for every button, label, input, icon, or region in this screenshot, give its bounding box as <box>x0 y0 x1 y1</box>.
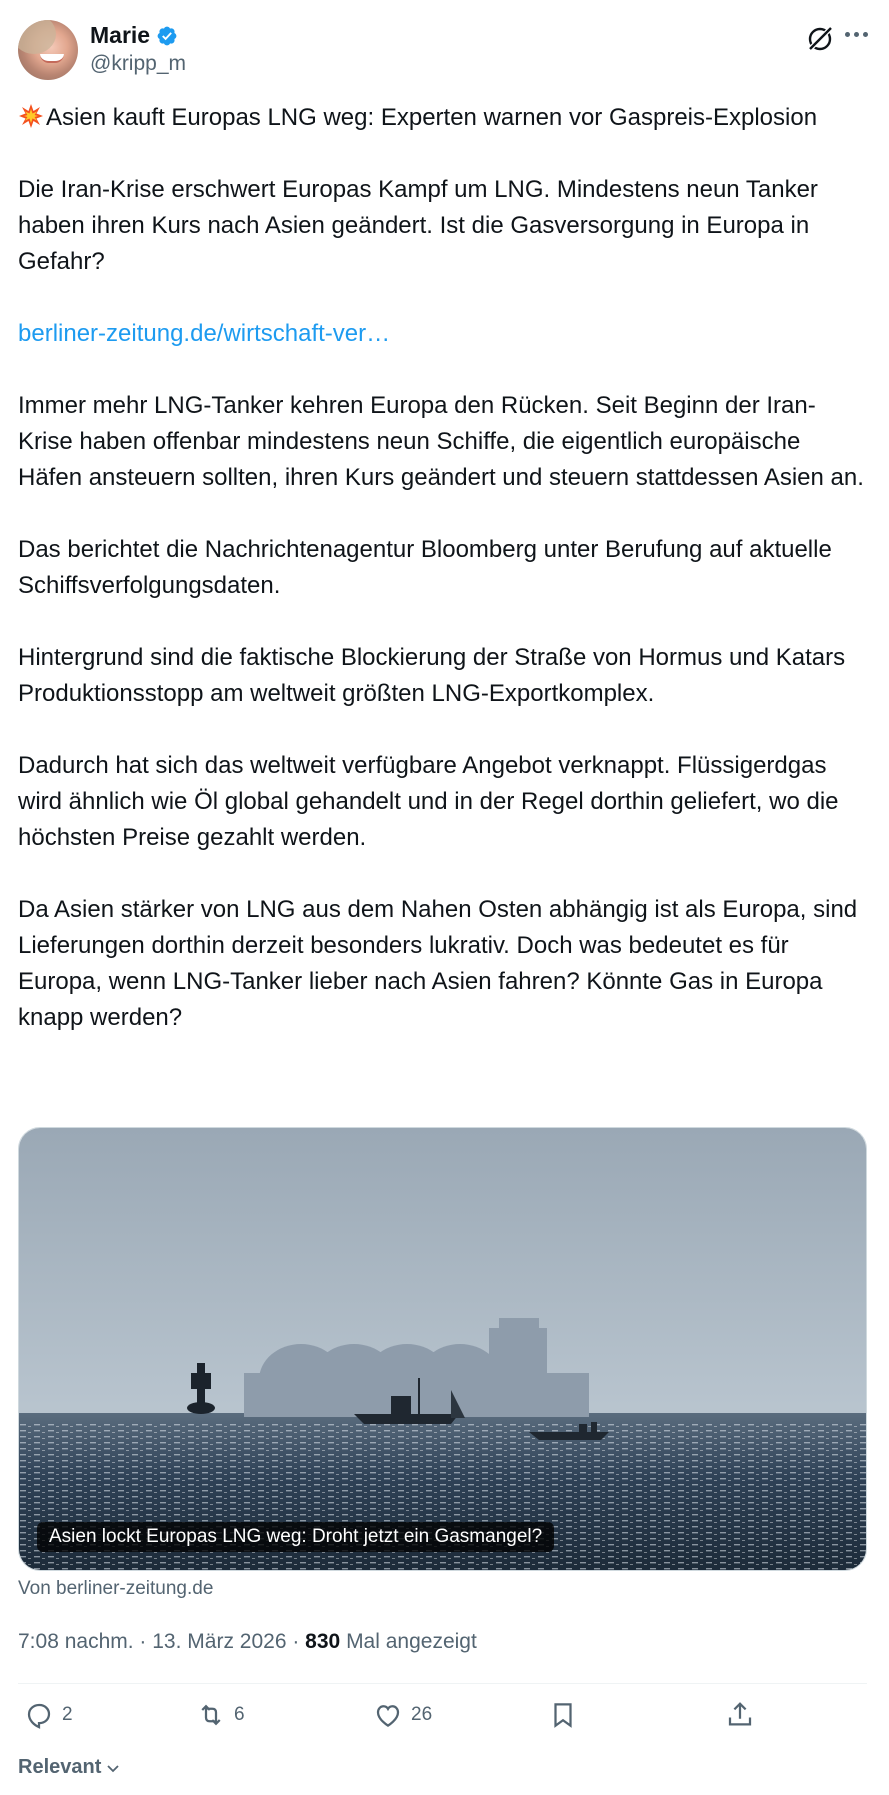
article-link[interactable]: berliner-zeitung.de/wirtschaft-ver… <box>18 320 391 347</box>
tweet-text <box>18 100 868 1036</box>
avatar-hair <box>18 20 56 54</box>
verified-badge-icon <box>156 25 178 47</box>
bookmark-button[interactable] <box>548 1700 578 1730</box>
divider <box>18 1683 867 1684</box>
author-handle[interactable]: @kripp_m <box>90 52 187 75</box>
lng-tanker-photo <box>19 1128 867 1571</box>
like-count: 26 <box>411 1704 433 1725</box>
tweet-header <box>18 18 871 80</box>
avatar-smile <box>40 54 64 63</box>
tweet-headline <box>18 100 868 136</box>
tweet-paragraph: Da Asien stärker von LNG aus dem Nahen Osten abhängig ist als Europa, sind Lieferungen dorthin derzeit besonders lukrativ. Doch was bedeutet es für Europa, wenn LNG-Tanker lieber nach Asien fahren? Könnte Gas in Europa knapp werden? <box>18 896 858 1031</box>
author-name-row[interactable] <box>90 22 178 49</box>
card-source[interactable]: Von berliner-zeitung.de <box>18 1578 214 1599</box>
share-button[interactable] <box>725 1700 755 1730</box>
reply-count: 2 <box>62 1704 73 1725</box>
reply-sort-toggle[interactable] <box>18 1756 121 1779</box>
more-icon[interactable] <box>845 32 871 42</box>
reply-button[interactable] <box>24 1700 73 1730</box>
action-bar <box>18 1700 871 1740</box>
view-count: 830 <box>305 1630 341 1653</box>
chevron-down-icon <box>105 1760 121 1776</box>
tweet-paragraph: Immer mehr LNG-Tanker kehren Europa den Rücken. Seit Beginn der Iran-Krise haben offenbar mindestens neun Schiffe, die eigentlich europäische Häfen ansteuern sollten, ihren Kurs geändert und steuern stattdessen Asien an. <box>18 392 864 491</box>
tweet-paragraph: Hintergrund sind die faktische Blockierung der Straße von Hormus und Katars Produktionsstopp am weltweit größten LNG-Exportkomplex. <box>18 644 846 707</box>
like-icon <box>373 1700 403 1730</box>
tweet-paragraph: Die Iran-Krise erschwert Europas Kampf um LNG. Mindestens neun Tanker haben ihren Kurs nach Asien geändert. Ist die Gasversorgung in Europa in Gefahr? <box>18 176 818 275</box>
repost-count: 6 <box>234 1704 245 1725</box>
more-dot <box>854 32 859 37</box>
tweet-meta: 7:08 nachm. · 13. März 2026 · 830 Mal angezeigt <box>18 1630 477 1653</box>
collision-emoji <box>18 103 44 129</box>
bookmark-icon <box>548 1700 578 1730</box>
link-card-image[interactable] <box>18 1127 867 1571</box>
author-name[interactable]: Marie <box>90 22 151 48</box>
tweet-paragraph: Das berichtet die Nachrichtenagentur Bloomberg unter Berufung auf aktuelle Schiffsverfolgungsdaten. <box>18 536 832 599</box>
share-icon <box>725 1700 755 1730</box>
view-label: Mal angezeigt <box>346 1630 477 1653</box>
more-dot <box>845 32 850 37</box>
sort-label: Relevant <box>18 1756 102 1778</box>
tweet-date[interactable]: 13. März 2026 <box>152 1630 287 1653</box>
headline-text: Asien kauft Europas LNG weg: Experten warnen vor Gaspreis-Explosion <box>46 104 818 131</box>
more-dot <box>863 32 868 37</box>
reply-icon <box>24 1700 54 1730</box>
tweet-paragraph: Dadurch hat sich das weltweit verfügbare Angebot verknappt. Flüssigerdgas wird ähnlich wie Öl global gehandelt und in der Regel dorthin geliefert, wo die höchsten Preise gezahlt werden. <box>18 752 839 851</box>
like-button[interactable] <box>373 1700 432 1730</box>
grok-icon[interactable] <box>805 24 835 54</box>
avatar[interactable] <box>18 20 78 80</box>
repost-icon <box>196 1700 226 1730</box>
repost-button[interactable] <box>196 1700 245 1730</box>
tweet-time[interactable]: 7:08 nachm. <box>18 1630 134 1653</box>
card-caption: Asien lockt Europas LNG weg: Droht jetzt ein Gasmangel? <box>37 1522 554 1552</box>
